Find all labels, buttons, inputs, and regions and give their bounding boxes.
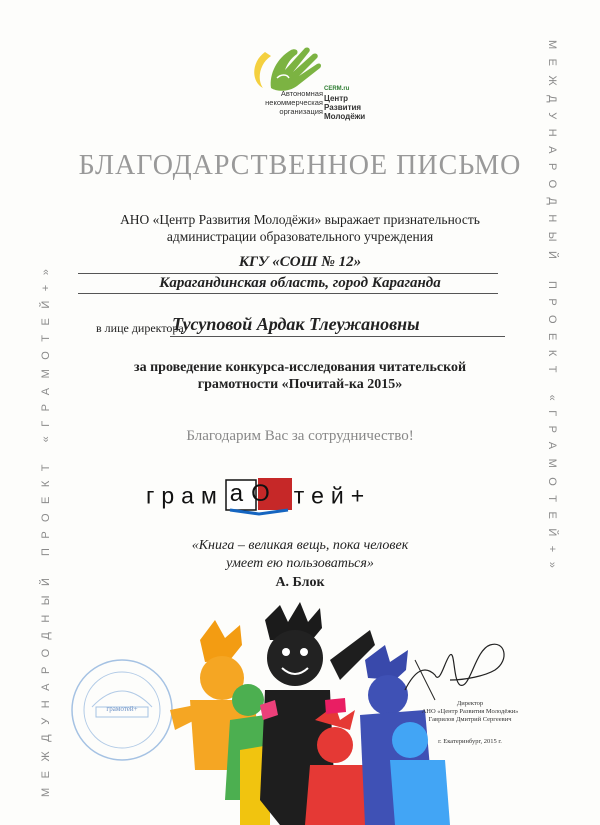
brand-suffix: тей+ — [293, 482, 372, 509]
signature-line: Директор — [456, 700, 484, 707]
stamp-text: грамотей+ — [106, 705, 138, 713]
director-label: в лице директора — [96, 321, 184, 335]
logo-name-line: Развития — [324, 103, 362, 112]
logo-name-line: Центр — [324, 94, 349, 103]
underline — [78, 273, 498, 274]
brand-prefix: грам — [146, 482, 224, 509]
reason-line: за проведение конкурса-исследования читательской — [133, 360, 467, 375]
brand-logo — [146, 476, 371, 516]
quote-line: «Книга – великая вещь, пока человек — [191, 538, 409, 553]
intro-line: администрации образовательного учреждения — [166, 229, 434, 244]
page-title: БЛАГОДАРСТВЕННОЕ ПИСЬМО — [78, 150, 522, 181]
signature-icon — [395, 630, 525, 710]
side-text-right: МЕЖДУНАРОДНЫЙ ПРОЕКТ «ГРАМОТЕЙ+» — [546, 40, 558, 578]
quote-line: умеет ею пользоваться» — [226, 556, 374, 571]
brand-book-icon — [224, 476, 294, 516]
logo-caption-line: организация — [279, 107, 323, 116]
underline — [78, 293, 498, 294]
director-name: Тусуповой Ардак Тлеужановны — [172, 314, 420, 334]
signature-line: Гаврилов Дмитрий Сергеевич — [428, 716, 512, 723]
logo-name-line: Молодёжи — [324, 112, 366, 121]
reason-line: грамотности «Почитай-ка 2015» — [197, 377, 403, 392]
logo-caption-line: некоммерческая — [265, 98, 323, 107]
intro-line: АНО «Центр Развития Молодёжи» выражает признательность — [120, 212, 480, 227]
recipient-org: КГУ «СОШ № 12» — [238, 254, 362, 270]
logo-caption-right — [324, 85, 384, 121]
signature-line: г. Екатеринбург, 2015 г. — [438, 738, 502, 745]
logo-cerm: CERM.ru — [324, 86, 350, 92]
logo-caption-line: Автономная — [280, 89, 323, 98]
side-text-left: МЕЖДУНАРОДНЫЙ ПРОЕКТ «ГРАМОТЕЙ+» — [40, 259, 52, 797]
signature-block — [405, 700, 535, 746]
quote-author: А. Блок — [275, 575, 325, 590]
thanks-text: Благодарим Вас за сотрудничество! — [186, 428, 414, 444]
underline — [170, 336, 505, 337]
signature-line: АНО «Центр Развития Молодёжи» — [421, 708, 519, 715]
brand-boxed-letters: аО — [229, 480, 278, 507]
recipient-location: Карагандинская область, город Караганда — [159, 275, 441, 291]
logo-caption-left — [247, 89, 323, 116]
